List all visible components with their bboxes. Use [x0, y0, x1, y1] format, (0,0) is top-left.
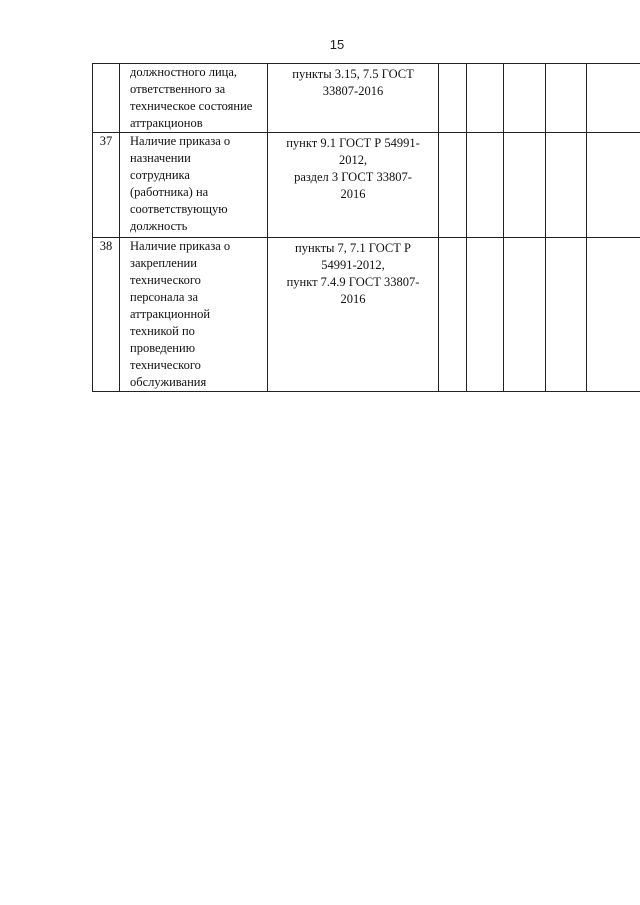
answer-extra-cell[interactable] [546, 133, 587, 238]
requirement-text: Наличие приказа о назначении сотрудника (работника) на соответствующую должность [130, 134, 231, 233]
answer-yes-cell[interactable] [439, 133, 467, 238]
answer-na-cell[interactable] [504, 133, 546, 238]
requirement-cell [120, 238, 268, 392]
reference-text: пункт 9.1 ГОСТ Р 54991- 2012, раздел 3 ГОСТ 33807- 2016 [286, 136, 420, 201]
requirement-text: должностного лица, ответственного за техническое состояние аттракционов [130, 65, 253, 130]
notes-cell[interactable] [587, 238, 640, 392]
table-row [93, 64, 640, 133]
requirement-text: Наличие приказа о закреплении технического персонала за аттракционной техникой по проведению технического обслуживания [130, 239, 231, 389]
answer-yes-cell[interactable] [439, 238, 467, 392]
table-row [93, 133, 640, 238]
answer-na-cell[interactable] [504, 64, 546, 133]
table-row [93, 238, 640, 392]
answer-no-cell[interactable] [467, 133, 504, 238]
answer-no-cell[interactable] [467, 238, 504, 392]
row-number: 38 [99, 239, 113, 253]
reference-text: пункты 7, 7.1 ГОСТ Р 54991-2012, пункт 7.4.9 ГОСТ 33807- 2016 [286, 241, 420, 306]
notes-cell[interactable] [587, 64, 640, 133]
notes-cell[interactable] [587, 133, 640, 238]
page-number: 15 [329, 37, 345, 52]
reference-cell [268, 133, 439, 238]
row-number-cell [93, 133, 120, 238]
answer-extra-cell[interactable] [546, 64, 587, 133]
answer-na-cell[interactable] [504, 238, 546, 392]
answer-extra-cell[interactable] [546, 238, 587, 392]
reference-cell [268, 238, 439, 392]
checklist-table [92, 63, 640, 392]
requirement-cell [120, 64, 268, 133]
answer-no-cell[interactable] [467, 64, 504, 133]
requirement-cell [120, 133, 268, 238]
row-number-cell [93, 238, 120, 392]
row-number: 37 [99, 134, 113, 148]
row-number-cell [93, 64, 120, 133]
reference-text: пункты 3.15, 7.5 ГОСТ 33807-2016 [292, 67, 414, 98]
answer-yes-cell[interactable] [439, 64, 467, 133]
reference-cell [268, 64, 439, 133]
